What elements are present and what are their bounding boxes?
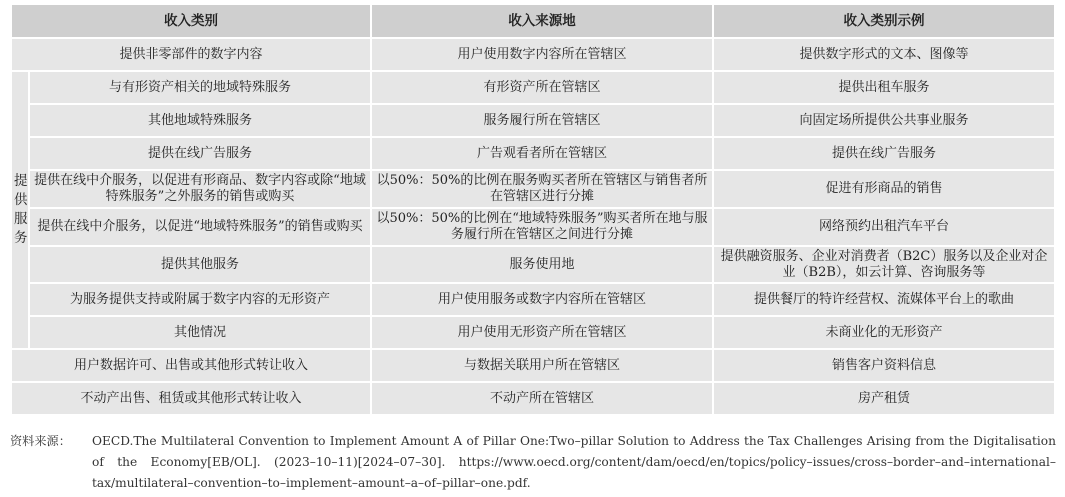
group-label-char: 提: [14, 173, 28, 189]
table-row: [11, 38, 1055, 71]
table-row: [11, 208, 1055, 246]
cell-type: 提供在线中介服务，以促进“地域特殊服务”的销售或购买: [29, 208, 371, 246]
cell-source: 服务履行所在管辖区: [371, 104, 713, 137]
table-row: [11, 382, 1055, 415]
cell-type: 提供其他服务: [29, 246, 371, 283]
cell-source: 用户使用服务或数字内容所在管辖区: [371, 283, 713, 316]
cell-source: 服务使用地: [371, 246, 713, 283]
cell-source: 不动产所在管辖区: [371, 382, 713, 415]
source-citation: OECD.The Multilateral Convention to Implement Amount A of Pillar One:Two–pillar Solution to Address the Tax Challenges Arising from the Digitalisation of the Economy[EB/OL]. (2023–10–11)[2024–07–30]. https://www.oecd.org/content/dam/oecd/en/topics/policy–issues/cross–border–and–international–tax/multilateral–convention–to–implement–amount–a–of–pillar–one.pdf.: [92, 434, 1056, 490]
table-row: [11, 283, 1055, 316]
cell-example: 提供出租车服务: [713, 71, 1055, 104]
table-row: [11, 246, 1055, 283]
cell-type: 其他地域特殊服务: [29, 104, 371, 137]
source-label: 资料来源：: [10, 434, 71, 448]
cell-source: 以50%：50%的比例在“地域特殊服务”购买者所在地与服务履行所在管辖区之间进行分摊: [371, 208, 713, 246]
group-label-char: 供: [14, 192, 28, 208]
cell-example: 网络预约出租汽车平台: [713, 208, 1055, 246]
table-row: [11, 104, 1055, 137]
source-note: [10, 431, 1056, 494]
cell-source: 以50%：50%的比例在服务购买者所在管辖区与销售者所在管辖区进行分摊: [371, 170, 713, 208]
cell-example: 销售客户资料信息: [713, 349, 1055, 382]
table-row: [11, 137, 1055, 170]
cell-example: 提供餐厅的特许经营权、流媒体平台上的歌曲: [713, 283, 1055, 316]
table-row: [11, 71, 1055, 104]
cell-source: 广告观看者所在管辖区: [371, 137, 713, 170]
cell-example: 促进有形商品的销售: [713, 170, 1055, 208]
header-income-type: 收入类别: [11, 4, 371, 38]
cell-type: 提供在线广告服务: [29, 137, 371, 170]
cell-example: 向固定场所提供公共事业服务: [713, 104, 1055, 137]
cell-example: 提供在线广告服务: [713, 137, 1055, 170]
table-row: [11, 170, 1055, 208]
group-label-char: 务: [14, 230, 28, 246]
cell-example: 房产租赁: [713, 382, 1055, 415]
income-source-table: [10, 3, 1054, 416]
cell-source: 用户使用无形资产所在管辖区: [371, 316, 713, 349]
table-row: [11, 349, 1055, 382]
table-row: [11, 316, 1055, 349]
cell-type: 与有形资产相关的地域特殊服务: [29, 71, 371, 104]
cell-type: 为服务提供支持或附属于数字内容的无形资产: [29, 283, 371, 316]
cell-source: 用户使用数字内容所在管辖区: [371, 38, 713, 71]
cell-type: 用户数据许可、出售或其他形式转让收入: [11, 349, 371, 382]
cell-example: 未商业化的无形资产: [713, 316, 1055, 349]
data-table: [10, 3, 1056, 416]
cell-type: 不动产出售、租赁或其他形式转让收入: [11, 382, 371, 415]
group-label-provide-services: [11, 71, 29, 349]
header-income-source: 收入来源地: [371, 4, 713, 38]
cell-source: 与数据关联用户所在管辖区: [371, 349, 713, 382]
cell-example: 提供融资服务、企业对消费者（B2C）服务以及企业对企业（B2B），如云计算、咨询服务等: [713, 246, 1055, 283]
cell-source: 有形资产所在管辖区: [371, 71, 713, 104]
group-label-char: 服: [14, 211, 28, 227]
cell-type: 提供在线中介服务，以促进有形商品、数字内容或除“地域特殊服务”之外服务的销售或购买: [29, 170, 371, 208]
cell-type: 提供非零部件的数字内容: [11, 38, 371, 71]
header-income-example: 收入类别示例: [713, 4, 1055, 38]
cell-example: 提供数字形式的文本、图像等: [713, 38, 1055, 71]
header-row: [11, 4, 1055, 38]
cell-type: 其他情况: [29, 316, 371, 349]
